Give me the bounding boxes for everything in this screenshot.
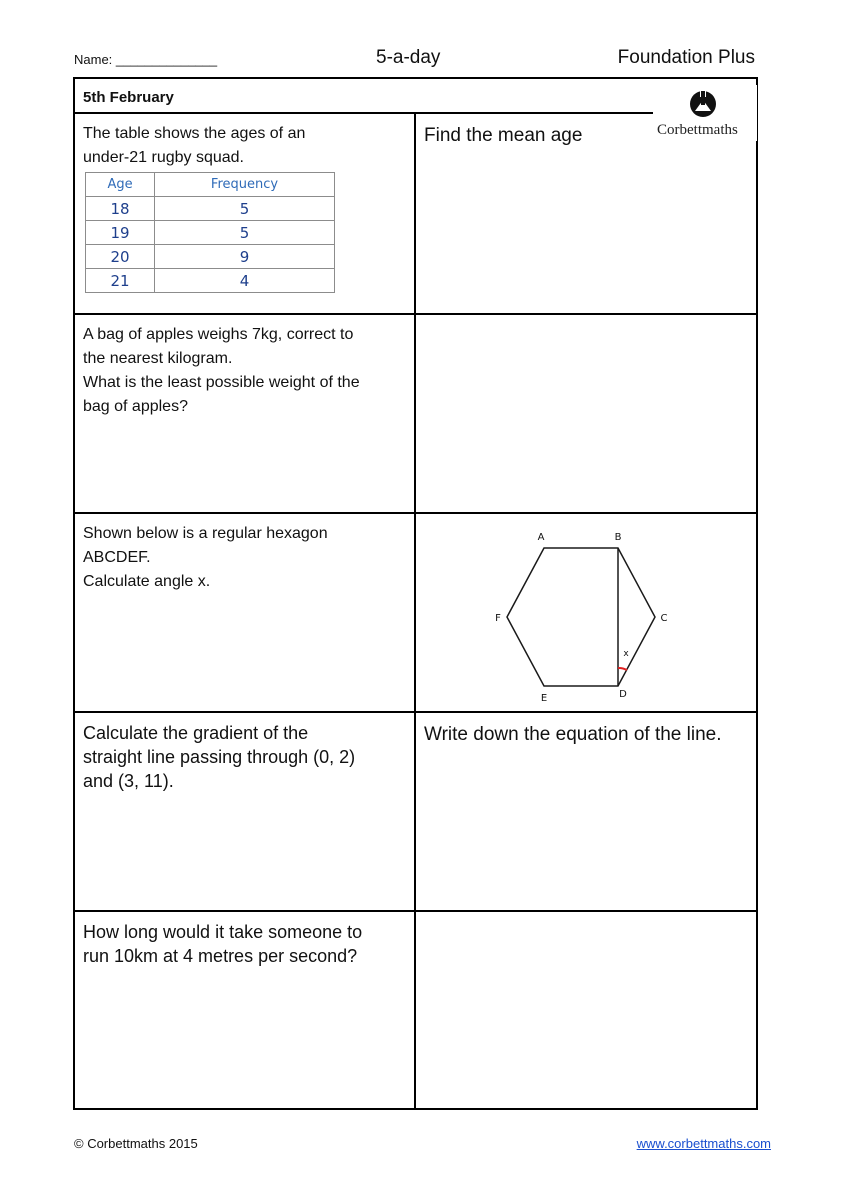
question-4-line-1: Calculate the gradient of the — [83, 723, 309, 743]
question-4-followup: Write down the equation of the line. — [424, 724, 722, 745]
question-2-line-1: A bag of apples weighs 7kg, correct to — [83, 326, 354, 343]
question-row-2 — [75, 315, 756, 514]
question-5-line-2: run 10km at 4 metres per second? — [83, 946, 358, 966]
question-2-line-4: bag of apples? — [83, 398, 188, 415]
question-3-line-1: Shown below is a regular hexagon — [83, 525, 328, 542]
table-cell-frequency: 4 — [155, 269, 335, 293]
copyright-notice: © Corbettmaths 2015 — [74, 1136, 198, 1151]
vertex-label-d: D — [619, 689, 627, 700]
vertex-label-c: C — [660, 613, 668, 624]
website-link[interactable]: www.corbettmaths.com — [636, 1136, 771, 1151]
name-label: Name: ______________ — [74, 52, 218, 67]
table-row — [86, 197, 335, 221]
question-3-text — [83, 522, 408, 594]
question-4-line-2: straight line passing through (0, 2) — [83, 747, 356, 767]
table-header-row — [86, 173, 335, 197]
question-3-line-3: Calculate angle x. — [83, 573, 211, 590]
table-cell-frequency: 5 — [155, 197, 335, 221]
question-row-5 — [75, 912, 756, 1108]
table-row — [86, 221, 335, 245]
question-grid — [73, 77, 758, 1110]
hexagon-diagram — [486, 522, 686, 702]
table-cell-frequency: 9 — [155, 245, 335, 269]
corbettmaths-logo — [653, 85, 757, 141]
date-label: 5th February — [83, 89, 174, 106]
question-row-4 — [75, 713, 756, 912]
table-cell-age: 20 — [86, 245, 155, 269]
question-3-diagram-cell — [416, 514, 756, 711]
table-row — [86, 269, 335, 293]
vertex-label-e: E — [540, 693, 548, 702]
table-header-age: Age — [86, 173, 155, 197]
corbettmaths-logo-text: Corbettmaths — [657, 122, 738, 138]
angle-x-arc — [618, 668, 627, 670]
question-1-line-1: The table shows the ages of an — [83, 125, 306, 142]
question-5-prompt-cell — [75, 912, 416, 1108]
question-1-text — [83, 122, 408, 170]
corbettmaths-logo-icon — [653, 85, 757, 121]
question-5-answer-cell — [416, 912, 756, 1108]
question-4-answer-cell — [416, 713, 756, 910]
question-1-followup: Find the mean age — [424, 125, 583, 146]
question-2-line-3: What is the least possible weight of the — [83, 374, 360, 391]
question-1-answer-cell — [416, 114, 756, 313]
question-5-line-1: How long would it take someone to — [83, 922, 363, 942]
question-4-line-3: and (3, 11). — [83, 771, 174, 791]
worksheet-title: 5-a-day — [376, 47, 441, 68]
table-row — [86, 245, 335, 269]
table-cell-frequency: 5 — [155, 221, 335, 245]
age-frequency-table — [85, 172, 335, 293]
question-2-prompt-cell — [75, 315, 416, 512]
question-3-line-2: ABCDEF. — [83, 549, 151, 566]
question-1-line-2: under-21 rugby squad. — [83, 149, 244, 166]
question-1-prompt-cell — [75, 114, 416, 313]
table-header-frequency: Frequency — [155, 173, 335, 197]
question-2-line-2: the nearest kilogram. — [83, 350, 233, 367]
question-4-prompt-cell — [75, 713, 416, 910]
vertex-label-b: B — [614, 532, 622, 543]
worksheet-header — [0, 0, 845, 75]
question-4-text — [83, 721, 408, 793]
table-cell-age: 18 — [86, 197, 155, 221]
question-2-answer-cell — [416, 315, 756, 512]
hexagon-shape — [507, 548, 655, 686]
question-2-text — [83, 323, 408, 419]
angle-label-x: x — [623, 649, 629, 659]
question-row-3 — [75, 514, 756, 713]
question-5-text — [83, 920, 408, 968]
table-cell-age: 21 — [86, 269, 155, 293]
question-row-1 — [75, 114, 756, 315]
vertex-label-a: A — [537, 532, 545, 543]
level-label: Foundation Plus — [617, 47, 755, 68]
question-3-prompt-cell — [75, 514, 416, 711]
vertex-label-f: F — [495, 613, 501, 624]
table-cell-age: 19 — [86, 221, 155, 245]
